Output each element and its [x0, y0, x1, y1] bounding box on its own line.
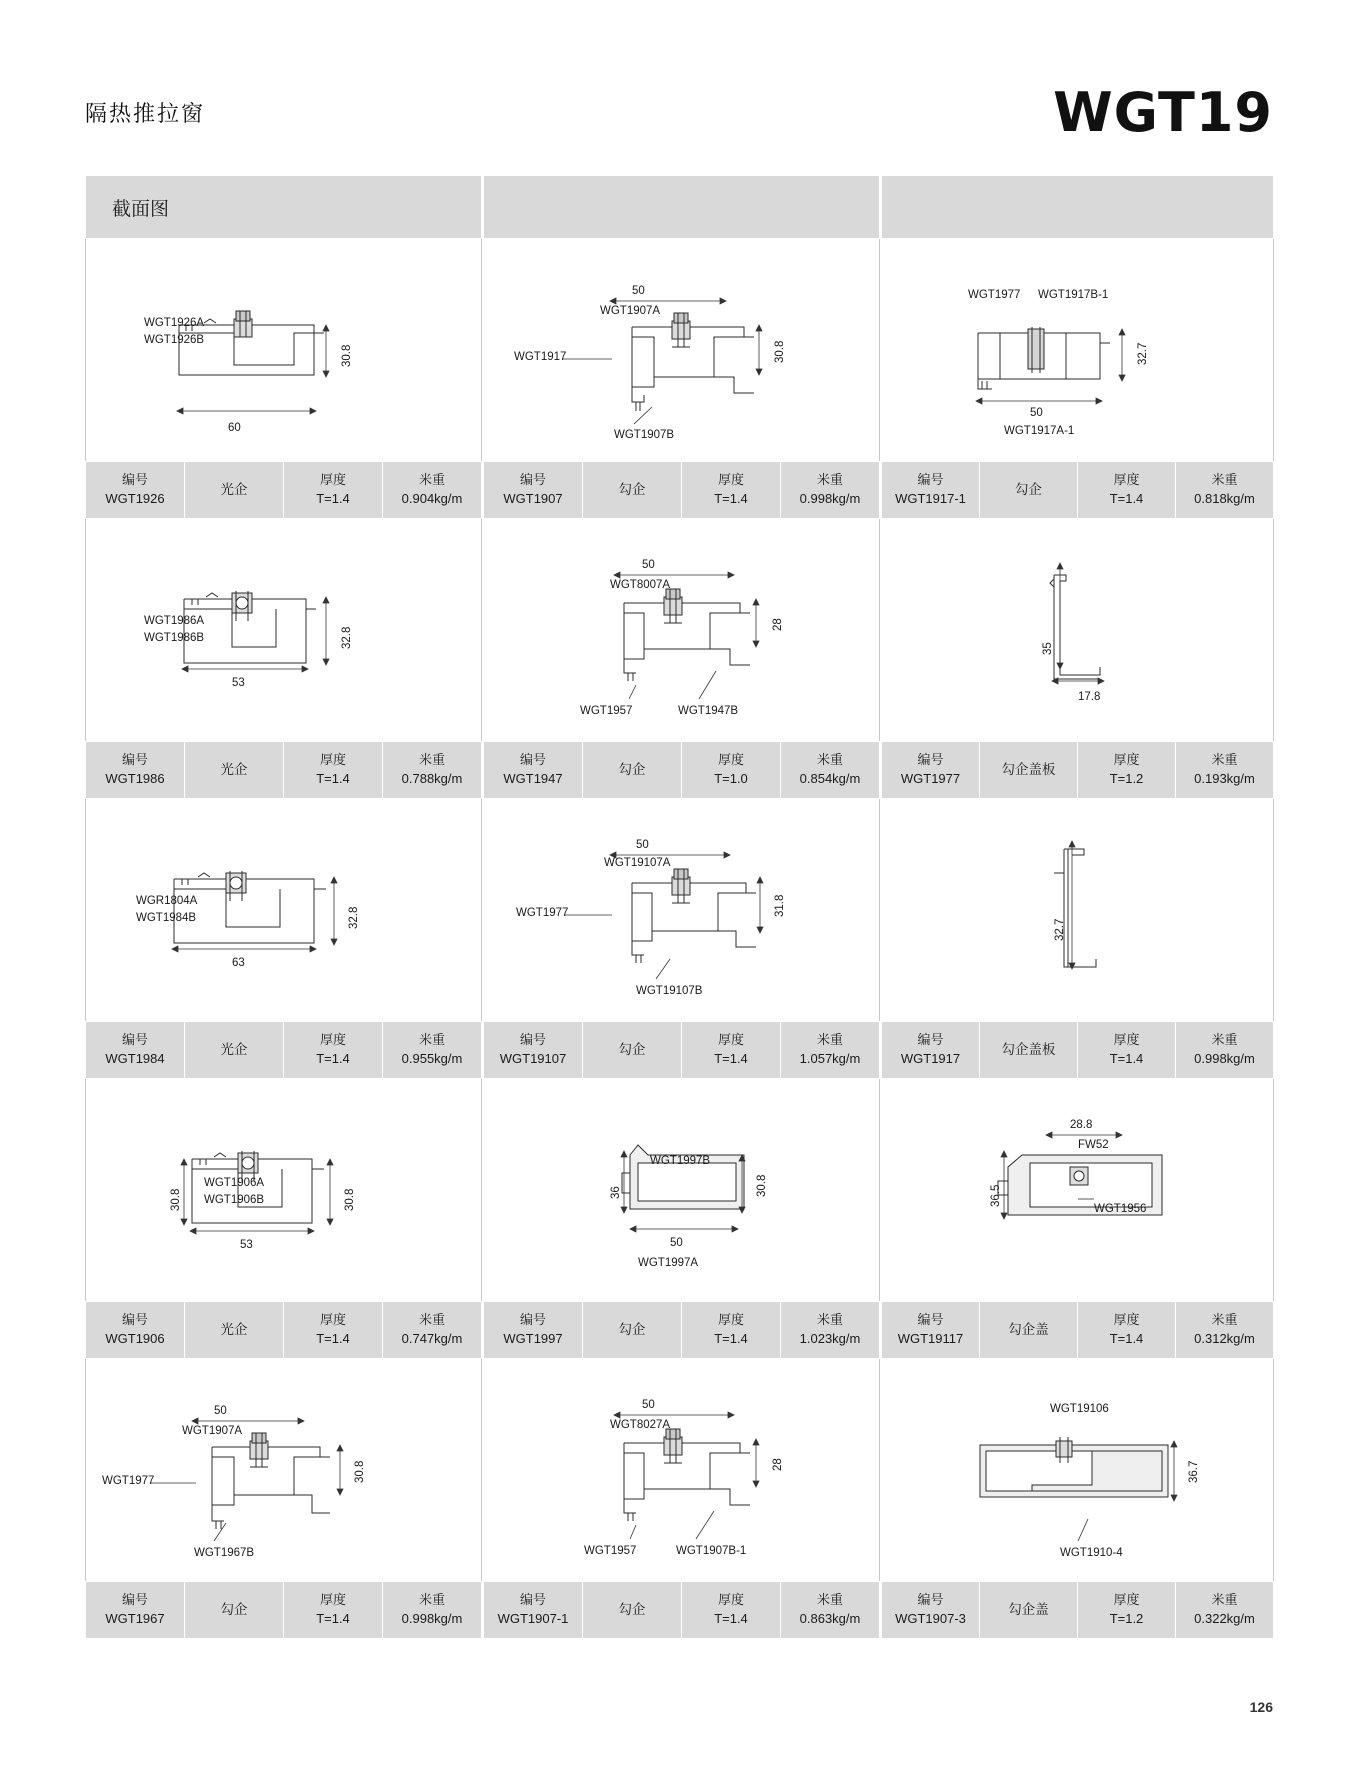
part-label: FW52 — [1078, 1139, 1109, 1151]
spec-code-label: 编号 — [121, 472, 148, 488]
spec-code — [484, 1582, 583, 1638]
spec-code-value: WGT19117 — [897, 1331, 964, 1346]
part-label: WGT1907A — [182, 1425, 243, 1437]
spec-cell-group — [484, 1022, 880, 1079]
part-label: WGT1967B — [194, 1547, 255, 1559]
profile-table — [85, 175, 1274, 1639]
spec-thickness-label: 厚度 — [319, 752, 346, 768]
spec-weight-value: 0.854kg/m — [799, 771, 861, 786]
spec-type: 光企 — [185, 1022, 284, 1078]
dimension-label: 30.8 — [774, 340, 786, 363]
spec-code-value: WGT1917-1 — [895, 491, 966, 506]
part-label: WGT19106 — [1050, 1403, 1109, 1415]
spec-weight — [781, 462, 879, 518]
spec-weight-value: 0.998kg/m — [1194, 1051, 1255, 1066]
spec-weight-label: 米重 — [816, 1592, 843, 1608]
page-header — [85, 81, 1273, 145]
spec-code — [86, 1302, 185, 1358]
spec-weight-label: 米重 — [418, 1312, 445, 1328]
dimension-label: 30.8 — [170, 1188, 182, 1211]
spec-type: 光企 — [185, 742, 284, 798]
spec-code-label: 编号 — [917, 1312, 944, 1328]
drawing-cell — [484, 1359, 880, 1582]
spec-code-value: WGT1984 — [105, 1051, 165, 1066]
spec-weight-value: 1.023kg/m — [799, 1331, 861, 1346]
spec-weight-label: 米重 — [1211, 1592, 1238, 1608]
dimension-label: 50 — [214, 1405, 227, 1417]
spec-thickness — [284, 1302, 383, 1358]
spec-code-value: WGT1986 — [105, 771, 165, 786]
spec-weight-label: 米重 — [816, 1032, 843, 1048]
spec-weight — [1176, 1302, 1273, 1358]
spec-thickness-value: T=1.4 — [1109, 1331, 1144, 1346]
part-label: WGT1986B — [144, 632, 205, 644]
part-label: WGT8027A — [610, 1419, 671, 1431]
spec-weight-label: 米重 — [816, 1312, 843, 1328]
spec-weight-label: 米重 — [1211, 752, 1238, 768]
spec-type: 勾企 — [583, 1582, 682, 1638]
spec-weight — [383, 1302, 481, 1358]
spec-code — [86, 462, 185, 518]
part-label: WGT1977 — [102, 1475, 155, 1487]
spec-weight — [1176, 462, 1273, 518]
spec-thickness-value: T=1.4 — [316, 1331, 350, 1346]
drawing-cell — [882, 799, 1274, 1022]
spec-weight — [781, 1302, 879, 1358]
dimension-label: 53 — [232, 677, 245, 689]
drawing-cell — [484, 799, 880, 1022]
spec-weight — [383, 1582, 481, 1638]
spec-code-value: WGT1907 — [503, 491, 563, 506]
spec-code-value: WGT1967 — [105, 1611, 165, 1626]
page-title: 隔热推拉窗 — [85, 101, 206, 126]
spec-thickness-value: T=1.0 — [714, 771, 748, 786]
spec-code — [484, 462, 583, 518]
dimension-label: 53 — [240, 1239, 253, 1251]
spec-thickness-label: 厚度 — [717, 472, 744, 488]
spec-weight-value: 0.818kg/m — [1194, 491, 1255, 506]
dimension-label: 30.8 — [341, 344, 353, 367]
spec-weight-value: 0.998kg/m — [401, 1611, 463, 1626]
spec-weight-label: 米重 — [1211, 1032, 1238, 1048]
part-label: WGT1957 — [580, 705, 633, 717]
drawing-cell — [484, 1079, 880, 1302]
spec-thickness-value: T=1.4 — [714, 1051, 748, 1066]
spec-type: 勾企盖板 — [980, 742, 1078, 798]
spec-type: 勾企盖 — [980, 1302, 1078, 1358]
spec-code-value: WGT1997 — [503, 1331, 563, 1346]
spec-thickness-value: T=1.4 — [714, 1331, 748, 1346]
dimension-label: 30.8 — [344, 1188, 356, 1211]
dimension-label: 36.7 — [1188, 1460, 1200, 1483]
spec-cell-group — [484, 742, 880, 799]
drawing-cell — [86, 1359, 482, 1582]
spec-thickness-value: T=1.4 — [316, 491, 350, 506]
table-band-row — [86, 176, 1274, 239]
spec-thickness-label: 厚度 — [319, 472, 346, 488]
band-cell-right — [882, 176, 1274, 239]
spec-cell-group — [882, 462, 1274, 519]
spec-weight — [1176, 1022, 1273, 1078]
spec-code-value: WGT1917 — [900, 1051, 961, 1066]
spec-cell-group — [86, 1302, 482, 1359]
spec-weight — [383, 742, 481, 798]
dimension-label: 30.8 — [756, 1174, 768, 1197]
table-row — [86, 799, 1274, 1022]
part-label: WGT19107B — [636, 985, 703, 997]
spec-thickness-label: 厚度 — [1113, 752, 1140, 768]
spec-thickness — [1078, 742, 1176, 798]
part-label: WGT1917 — [514, 351, 567, 363]
dimension-label: 31.8 — [774, 894, 786, 917]
spec-thickness — [284, 742, 383, 798]
spec-weight-value: 0.322kg/m — [1194, 1611, 1255, 1626]
spec-thickness-value: T=1.4 — [714, 491, 748, 506]
spec-code — [86, 1582, 185, 1638]
drawing-cell — [882, 1359, 1274, 1582]
spec-code-value: WGT1907-3 — [895, 1611, 966, 1626]
part-label: WGT1907A — [600, 305, 661, 317]
series-code: WGT19 — [1053, 81, 1273, 144]
dimension-label: 32.7 — [1054, 918, 1066, 941]
spec-weight — [1176, 1582, 1273, 1638]
spec-type: 勾企 — [980, 462, 1078, 518]
table-row — [86, 1359, 1274, 1582]
drawing-cell — [484, 519, 880, 742]
spec-cell-group — [484, 1582, 880, 1639]
spec-code — [882, 1582, 980, 1638]
spec-thickness-label: 厚度 — [717, 1312, 744, 1328]
part-label: WGT1984B — [136, 912, 197, 924]
dimension-label: 28 — [772, 618, 784, 631]
part-label: WGT1926B — [144, 334, 205, 346]
part-label: WGT1917A-1 — [1004, 425, 1075, 437]
spec-type: 光企 — [185, 462, 284, 518]
table-row — [86, 239, 1274, 462]
dimension-label: 32.8 — [341, 626, 353, 649]
spec-thickness — [284, 1022, 383, 1078]
dimension-label: 50 — [670, 1237, 683, 1249]
spec-cell-group — [86, 1582, 482, 1639]
spec-weight-value: 0.788kg/m — [401, 771, 463, 786]
dimension-label: 50 — [636, 839, 649, 851]
spec-type: 勾企 — [583, 462, 682, 518]
spec-weight-label: 米重 — [1211, 1312, 1238, 1328]
spec-row — [86, 1022, 1274, 1079]
spec-weight — [383, 1022, 481, 1078]
part-label: WGT1907B — [614, 429, 675, 441]
spec-thickness-value: T=1.4 — [714, 1611, 748, 1626]
spec-code-label: 编号 — [121, 1312, 148, 1328]
spec-type: 光企 — [185, 1302, 284, 1358]
dimension-label: 50 — [632, 285, 645, 297]
spec-thickness-value: T=1.4 — [1109, 491, 1144, 506]
part-label: WGT1917B-1 — [1038, 289, 1109, 301]
spec-code — [484, 742, 583, 798]
spec-thickness-label: 厚度 — [1113, 472, 1140, 488]
drawing-cell — [882, 239, 1274, 462]
table-row — [86, 519, 1274, 742]
spec-code — [484, 1302, 583, 1358]
spec-code-label: 编号 — [917, 1592, 944, 1608]
spec-cell-group — [484, 462, 880, 519]
drawing-cell — [86, 1079, 482, 1302]
spec-thickness-label: 厚度 — [1113, 1032, 1140, 1048]
spec-code-value: WGT19107 — [499, 1051, 567, 1066]
spec-thickness-value: T=1.4 — [316, 771, 350, 786]
dimension-label: 32.7 — [1137, 342, 1149, 365]
spec-type: 勾企 — [583, 1302, 682, 1358]
spec-weight-value: 0.863kg/m — [799, 1611, 861, 1626]
spec-thickness — [284, 462, 383, 518]
spec-thickness-value: T=1.2 — [1109, 771, 1144, 786]
spec-thickness-label: 厚度 — [319, 1312, 346, 1328]
spec-code — [882, 1022, 980, 1078]
part-label: WGT1977 — [968, 289, 1021, 301]
spec-thickness-label: 厚度 — [1113, 1592, 1140, 1608]
band-label: 截面图 — [112, 198, 170, 220]
band-cell-left — [86, 176, 482, 239]
band-cell-middle — [484, 176, 880, 239]
spec-weight-value: 0.998kg/m — [799, 491, 861, 506]
spec-type: 勾企 — [583, 1022, 682, 1078]
spec-thickness-label: 厚度 — [319, 1592, 346, 1608]
spec-code-label: 编号 — [519, 472, 546, 488]
dimension-label: 50 — [642, 559, 655, 571]
spec-type: 勾企 — [185, 1582, 284, 1638]
spec-cell-group — [86, 462, 482, 519]
spec-thickness — [1078, 1022, 1176, 1078]
spec-code-label: 编号 — [519, 1032, 546, 1048]
spec-code-label: 编号 — [917, 1032, 944, 1048]
spec-thickness — [1078, 1582, 1176, 1638]
table-row — [86, 1079, 1274, 1302]
spec-thickness — [682, 1022, 781, 1078]
part-label: WGT1956 — [1094, 1203, 1147, 1215]
part-label: WGT1926A — [144, 317, 205, 329]
spec-thickness — [682, 1582, 781, 1638]
spec-weight-value: 1.057kg/m — [799, 1051, 861, 1066]
part-label: WGT1977 — [516, 907, 569, 919]
spec-type: 勾企 — [583, 742, 682, 798]
spec-code-value: WGT1906 — [105, 1331, 165, 1346]
spec-weight-label: 米重 — [1211, 472, 1238, 488]
spec-cell-group — [882, 742, 1274, 799]
part-label: WGT8007A — [610, 579, 671, 591]
spec-weight — [1176, 742, 1273, 798]
spec-weight — [781, 742, 879, 798]
spec-thickness-label: 厚度 — [717, 752, 744, 768]
spec-weight-label: 米重 — [418, 752, 445, 768]
spec-code-label: 编号 — [519, 1312, 546, 1328]
spec-thickness-label: 厚度 — [319, 1032, 346, 1048]
spec-weight-value: 0.312kg/m — [1194, 1331, 1255, 1346]
spec-thickness — [284, 1582, 383, 1638]
drawing-cell — [86, 519, 482, 742]
dimension-label: 60 — [228, 422, 241, 434]
dimension-label: 28 — [772, 1458, 784, 1471]
spec-cell-group — [882, 1022, 1274, 1079]
part-label: WGR1804A — [136, 895, 198, 907]
spec-code-value: WGT1977 — [900, 771, 961, 786]
spec-thickness-value: T=1.4 — [316, 1051, 350, 1066]
spec-weight-label: 米重 — [816, 752, 843, 768]
part-label: WGT1906B — [204, 1194, 265, 1206]
spec-type: 勾企盖板 — [980, 1022, 1078, 1078]
spec-weight-value: 0.747kg/m — [401, 1331, 463, 1346]
spec-cell-group — [484, 1302, 880, 1359]
part-label: WGT1910-4 — [1060, 1547, 1123, 1559]
spec-weight — [781, 1022, 879, 1078]
spec-code-label: 编号 — [121, 1032, 148, 1048]
spec-cell-group — [86, 742, 482, 799]
part-label: WGT1997A — [638, 1257, 699, 1269]
page-number: 126 — [1249, 1699, 1273, 1715]
spec-code — [86, 1022, 185, 1078]
spec-row — [86, 462, 1274, 519]
spec-cell-group — [882, 1582, 1274, 1639]
spec-row — [86, 1302, 1274, 1359]
dimension-label: 63 — [232, 957, 245, 969]
drawing-cell — [882, 519, 1274, 742]
spec-weight-value: 0.904kg/m — [401, 491, 463, 506]
spec-code-value: WGT1947 — [503, 771, 563, 786]
dimension-label: 36.5 — [990, 1184, 1002, 1207]
spec-code — [484, 1022, 583, 1078]
spec-code — [86, 742, 185, 798]
spec-code — [882, 742, 980, 798]
spec-thickness — [1078, 462, 1176, 518]
spec-row — [86, 742, 1274, 799]
spec-thickness-value: T=1.4 — [316, 1611, 350, 1626]
spec-cell-group — [86, 1022, 482, 1079]
spec-weight-label: 米重 — [418, 1592, 445, 1608]
dimension-label: 36 — [610, 1186, 622, 1199]
spec-row — [86, 1582, 1274, 1639]
spec-code-value: WGT1907-1 — [497, 1611, 569, 1626]
part-label: WGT1947B — [678, 705, 739, 717]
spec-code — [882, 1302, 980, 1358]
spec-thickness-value: T=1.4 — [1109, 1051, 1144, 1066]
spec-type: 勾企盖 — [980, 1582, 1078, 1638]
spec-weight-label: 米重 — [816, 472, 843, 488]
dimension-label: 35 — [1042, 642, 1054, 655]
spec-thickness-label: 厚度 — [1113, 1312, 1140, 1328]
spec-weight-value: 0.955kg/m — [401, 1051, 463, 1066]
part-label: WGT1986A — [144, 615, 205, 627]
spec-thickness — [682, 1302, 781, 1358]
spec-weight-label: 米重 — [418, 1032, 445, 1048]
spec-code-label: 编号 — [917, 472, 944, 488]
spec-code-label: 编号 — [121, 1592, 148, 1608]
drawing-cell — [86, 239, 482, 462]
spec-code-value: WGT1926 — [105, 491, 165, 506]
spec-code — [882, 462, 980, 518]
spec-weight — [383, 462, 481, 518]
spec-code-label: 编号 — [917, 752, 944, 768]
dimension-label: 32.8 — [348, 906, 360, 929]
spec-thickness — [682, 462, 781, 518]
spec-cell-group — [882, 1302, 1274, 1359]
spec-code-label: 编号 — [121, 752, 148, 768]
spec-thickness-value: T=1.2 — [1109, 1611, 1144, 1626]
dimension-label: 30.8 — [354, 1460, 366, 1483]
dimension-label: 50 — [1030, 407, 1043, 419]
part-label: WGT1906A — [204, 1177, 265, 1189]
spec-thickness-label: 厚度 — [717, 1592, 744, 1608]
spec-weight — [781, 1582, 879, 1638]
drawing-cell — [882, 1079, 1274, 1302]
spec-weight-label: 米重 — [418, 472, 445, 488]
part-label: WGT19107A — [604, 857, 671, 869]
spec-code-label: 编号 — [519, 752, 546, 768]
drawing-cell — [86, 799, 482, 1022]
dimension-label: 28.8 — [1070, 1119, 1093, 1131]
part-label: WGT1957 — [584, 1545, 637, 1557]
spec-thickness — [1078, 1302, 1176, 1358]
part-label: WGT1907B-1 — [676, 1545, 747, 1557]
spec-thickness-label: 厚度 — [717, 1032, 744, 1048]
drawing-cell — [484, 239, 880, 462]
dimension-label: 50 — [642, 1399, 655, 1411]
spec-code-label: 编号 — [519, 1592, 546, 1608]
spec-weight-value: 0.193kg/m — [1194, 771, 1255, 786]
part-label: WGT1997B — [650, 1155, 711, 1167]
dimension-label: 17.8 — [1078, 691, 1101, 703]
spec-thickness — [682, 742, 781, 798]
